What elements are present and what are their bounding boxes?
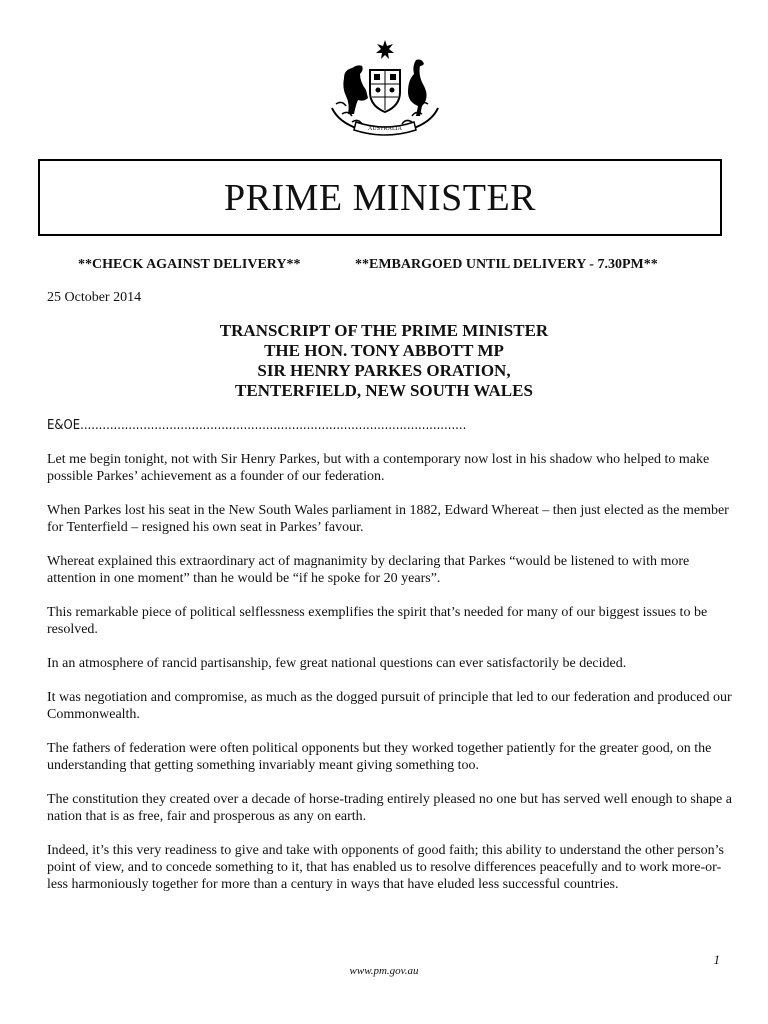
eoe-dotted-leader: ........................................................................................................ bbox=[80, 418, 467, 433]
crest-scroll-label: AUSTRALIA bbox=[368, 126, 402, 132]
footer-url: www.pm.gov.au bbox=[349, 965, 419, 977]
heading-line: TENTERFIELD, NEW SOUTH WALES bbox=[235, 381, 533, 400]
paragraph: This remarkable piece of political selflessness exemplifies the spirit that’s needed for many of our biggest issues to be resolved. bbox=[47, 605, 708, 637]
paragraph: The constitution they created over a decade of horse-trading entirely pleased no one but has served well enough to shape a nation that is as free, fair and prosperous as any on earth. bbox=[47, 792, 732, 824]
paragraph: Whereat explained this extraordinary act of magnanimity by declaring that Parkes “would be listened to with more attention in one moment” than he would be “if he spoke for 20 years”. bbox=[47, 554, 690, 586]
paragraph: It was negotiation and compromise, as much as the dogged pursuit of principle that led to our federation and produced our Commonwealth. bbox=[47, 690, 732, 722]
heading-line: SIR HENRY PARKES ORATION, bbox=[257, 361, 511, 380]
heading-line: TRANSCRIPT OF THE PRIME MINISTER bbox=[219, 321, 549, 340]
paragraph: When Parkes lost his seat in the New South Wales parliament in 1882, Edward Whereat – then just elected as the member for Tenterfield – resigned his own seat in Parkes’ favour. bbox=[47, 503, 729, 535]
eoe-line bbox=[47, 418, 466, 433]
document-date: 25 October 2014 bbox=[47, 290, 142, 305]
page-number: 1 bbox=[713, 952, 720, 967]
page-title: PRIME MINISTER bbox=[223, 176, 537, 219]
title-box bbox=[38, 159, 722, 236]
transcript-heading bbox=[0, 321, 768, 401]
paragraph: Indeed, it’s this very readiness to give and take with opponents of good faith; this ability to understand the other person’s point of view, and to concede something to it, that has enabled us to resolve differences peacefully and to work more-or-less harmoniously together for more than a century in ways that have eluded less successful countries. bbox=[47, 843, 724, 892]
eoe-label: E&OE bbox=[47, 418, 81, 433]
paragraph: In an atmosphere of rancid partisanship, few great national questions can ever satisfactorily be decided. bbox=[47, 656, 627, 671]
transcript-body bbox=[47, 451, 737, 910]
heading-line: THE HON. TONY ABBOTT MP bbox=[264, 341, 504, 360]
check-against-delivery-notice: **CHECK AGAINST DELIVERY** bbox=[78, 257, 301, 272]
coat-of-arms-emblem bbox=[312, 38, 458, 142]
paragraph: The fathers of federation were often political opponents but they worked together patiently for the greater good, on the understanding that getting something invariably meant giving something too. bbox=[47, 741, 712, 773]
embargo-notice: **EMBARGOED UNTIL DELIVERY - 7.30PM** bbox=[355, 257, 658, 272]
paragraph: Let me begin tonight, not with Sir Henry Parkes, but with a contemporary now lost in his shadow who helped to make possible Parkes’ achievement as a founder of our federation. bbox=[47, 452, 710, 484]
